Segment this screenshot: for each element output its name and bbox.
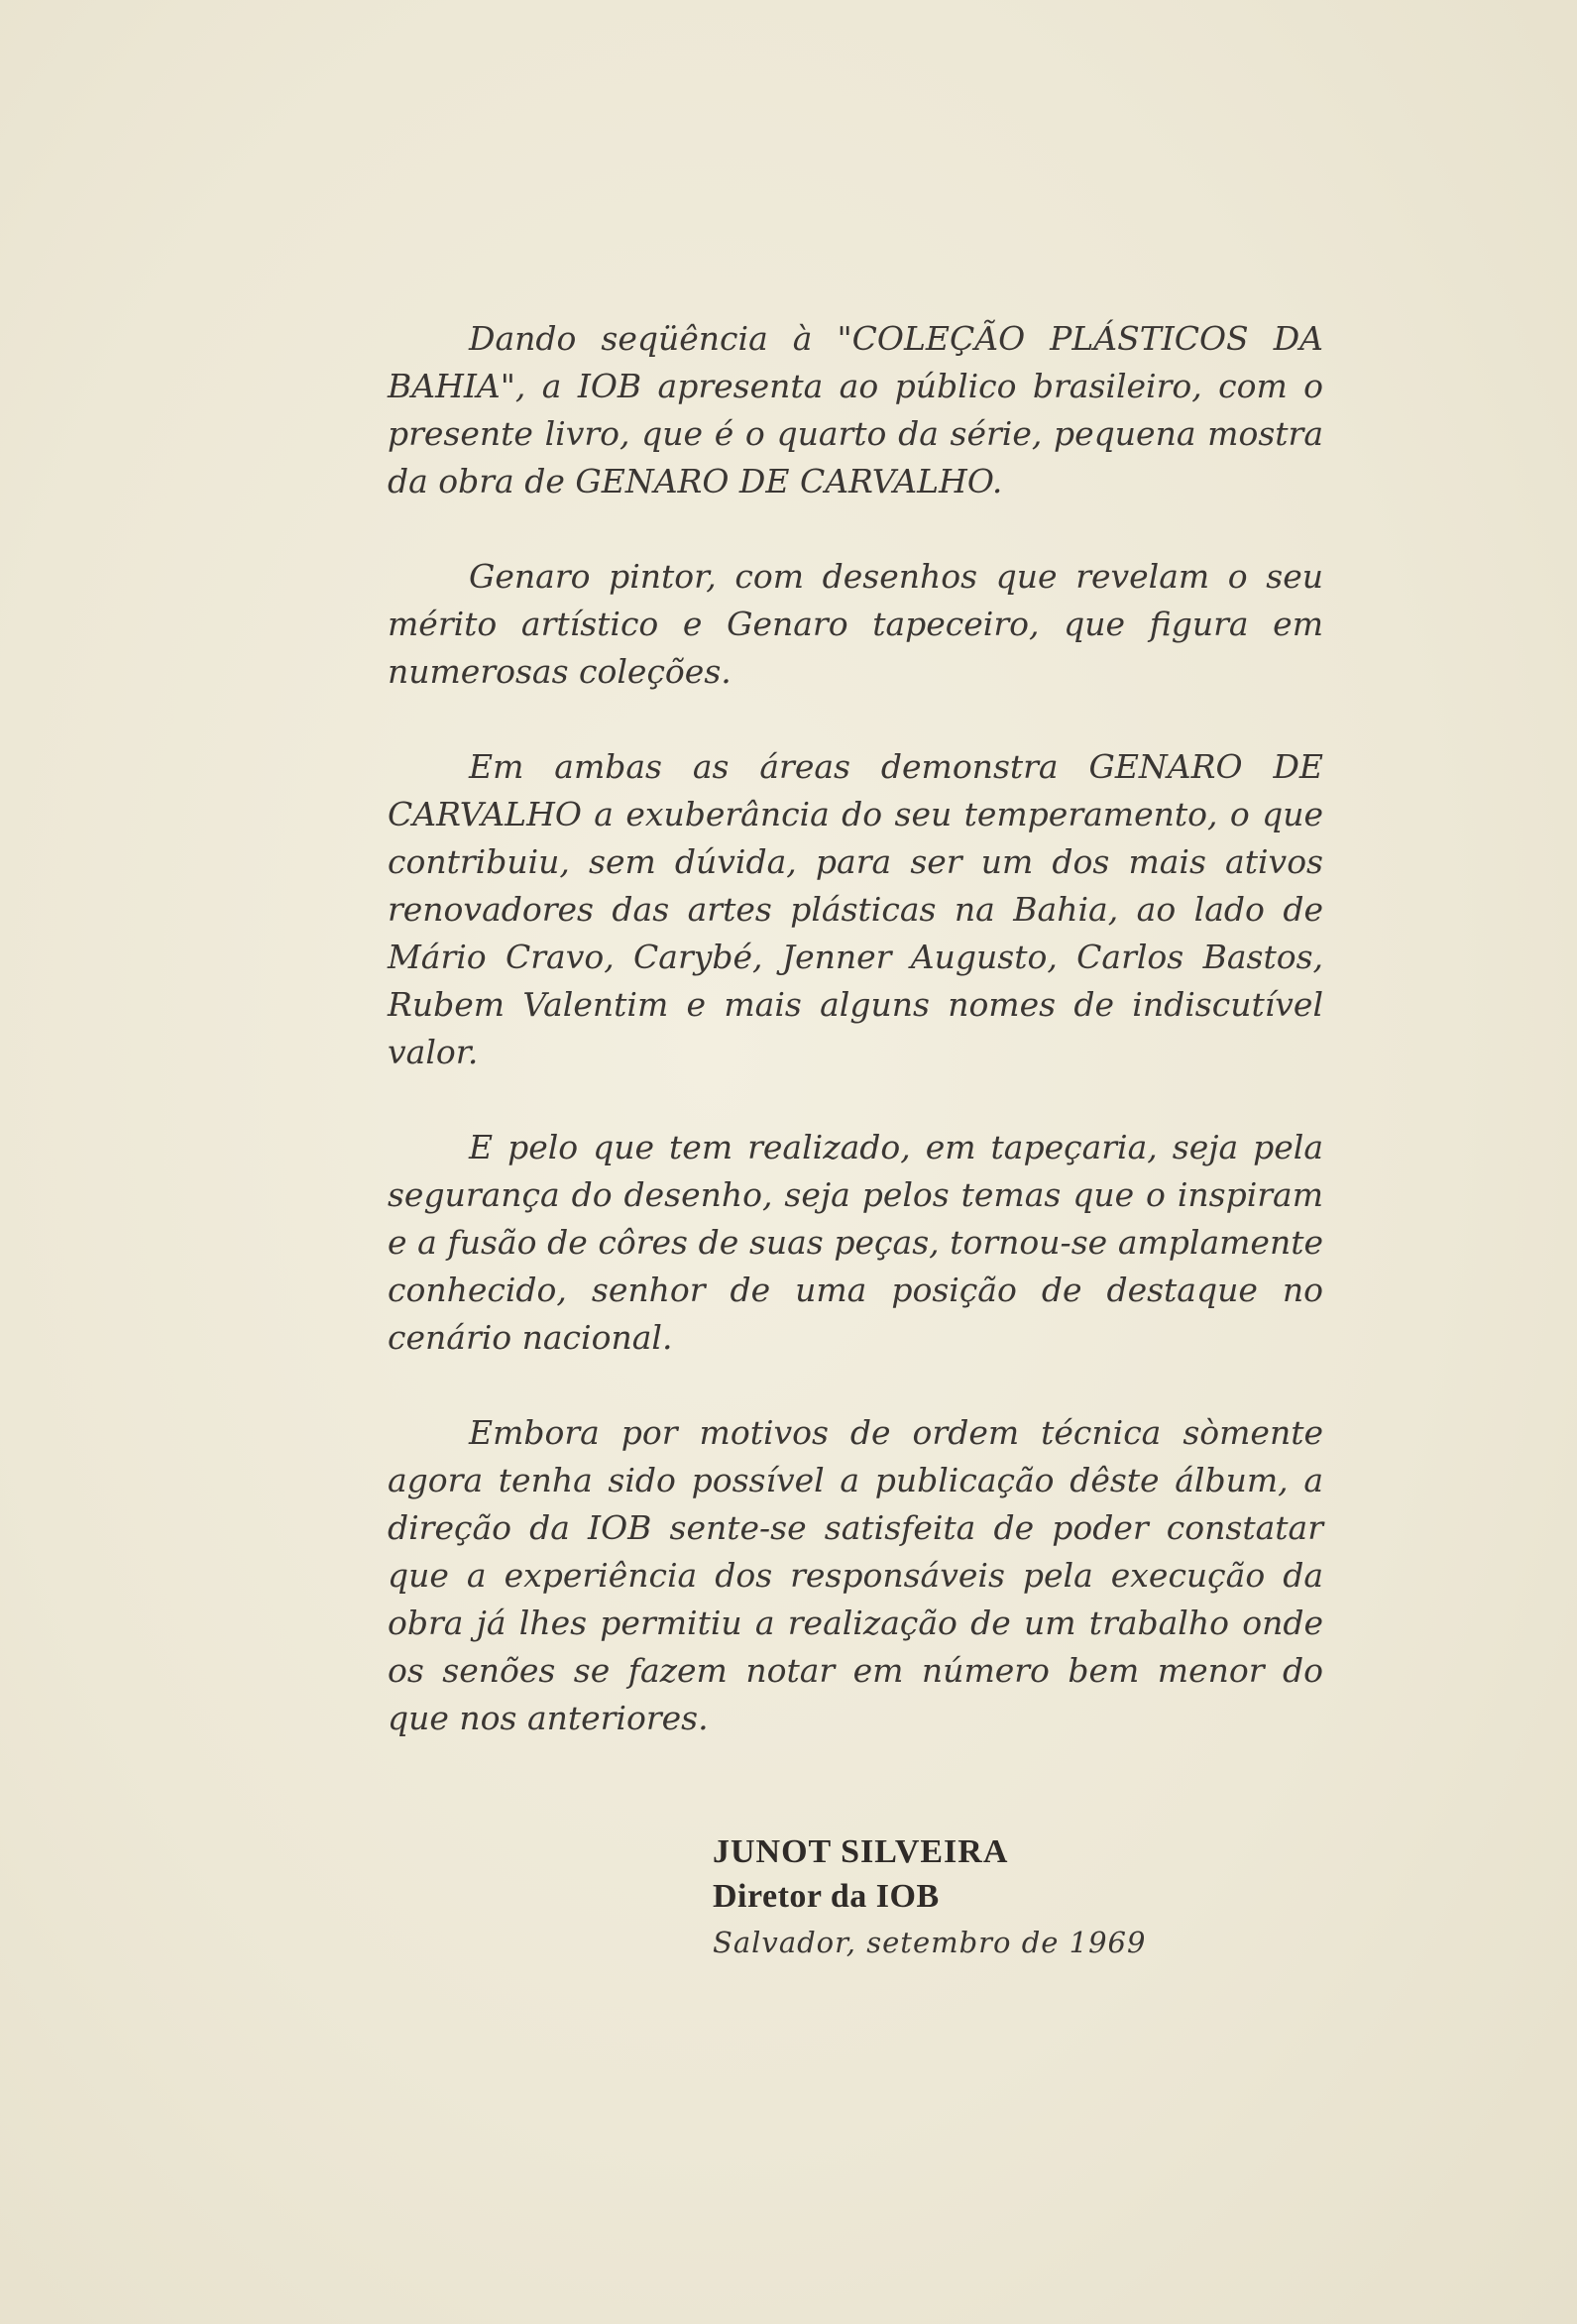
paragraph-5: Embora por motivos de ordem técnica sòmente agora tenha sido possível a publicação dêste álbum, a direção da IOB sente-se satisfeita de poder constatar que a experiência dos responsáveis pela execução da obra já lhes permitiu a realização de um trabalho onde os senões se fazem notar em número bem menor do que nos anteriores.: [388, 1413, 1323, 1737]
signature-place-date: Salvador, setembro de 1969: [713, 1926, 1147, 1959]
signature-name: JUNOT SILVEIRA: [713, 1833, 1009, 1870]
paragraph-2: Genaro pintor, com desenhos que revelam o seu mérito artístico e Genaro tapeceiro, que figura em numerosas coleções.: [388, 557, 1323, 691]
signature-title: Diretor da IOB: [713, 1878, 940, 1915]
paragraph-1: Dando seqüência à "COLEÇÃO PLÁSTICOS DA BAHIA", a IOB apresenta ao público brasileiro, com o presente livro, que é o quarto da série, pequena mostra da obra de GENARO DE CARVALHO.: [388, 319, 1323, 500]
paragraph-3: Em ambas as áreas demonstra GENARO DE CARVALHO a exuberância do seu temperamento, o que contribuiu, sem dúvida, para ser um dos mais ativos renovadores das artes plásticas na Bahia, ao lado de Mário Cravo, Carybé, Jenner Augusto, Carlos Bastos, Rubem Valentim e mais alguns nomes de indiscutível valor.: [388, 747, 1323, 1071]
foreword-text: [388, 315, 1323, 1742]
paragraph-4: E pelo que tem realizado, em tapeçaria, seja pela segurança do desenho, seja pelos temas que o inspiram e a fusão de côres de suas peças, tornou-se amplamente conhecido, senhor de uma posição de destaque no cenário nacional.: [388, 1128, 1323, 1357]
signature-block: [713, 1830, 1268, 1965]
